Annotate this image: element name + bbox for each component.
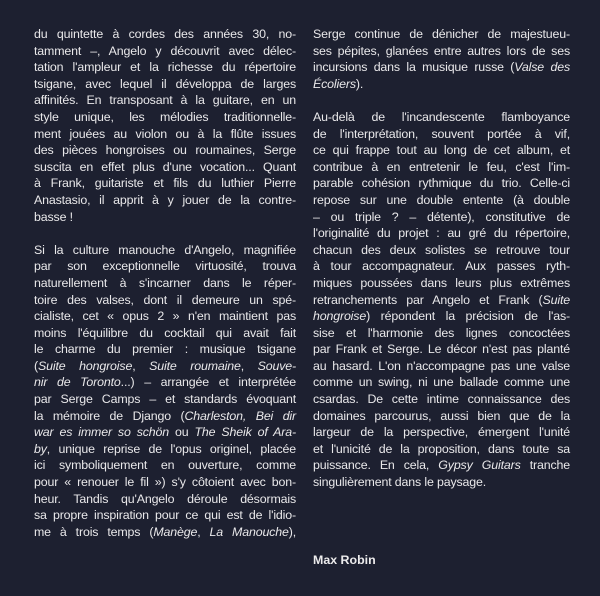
text-line: hongroise) répondent la précision de l'as- bbox=[313, 309, 570, 324]
text-line: la mémoire de Django (Charleston, Bei dir bbox=[34, 408, 297, 423]
text-line: parable cohésion rythmique du trio. Celle-ci bbox=[313, 176, 570, 191]
text-line: Anastasio, il apprit à y jouer de la contre- bbox=[34, 192, 296, 207]
text-line: ce qui frappe tout au long de cet album, et bbox=[313, 143, 570, 158]
text-line: et l'unicité de la proposition, dans toute sa bbox=[313, 441, 570, 456]
text-line: war es immer so schön ou The Sheik of Ara- bbox=[34, 425, 296, 440]
text-line: cialiste, cet « opus 2 » n'en maintient pas bbox=[34, 309, 296, 324]
text-line: (Suite hongroise, Suite roumaine, Souve- bbox=[34, 358, 297, 373]
text-line: tamment –, Angelo y découvrit avec délec- bbox=[34, 43, 296, 58]
text-line: csardas. De cette intime connaissance des bbox=[313, 392, 570, 407]
paragraph-right-2 bbox=[313, 109, 570, 491]
text-line: chacun des deux solistes se retrouve tour bbox=[313, 242, 570, 257]
author-signature: Max Robin bbox=[313, 553, 376, 567]
text-line: par son exceptionnelle virtuosité, trouva bbox=[34, 259, 296, 274]
text-line: ici symboliquement en ouverture, comme bbox=[34, 458, 296, 473]
text-line: Si la culture manouche d'Angelo, magnifiée bbox=[34, 242, 296, 257]
text-line: by, unique reprise de l'opus originel, placée bbox=[34, 441, 296, 456]
text-line: nir de Toronto...) – arrangée et interprétée bbox=[34, 375, 296, 390]
text-line: ses pépites, glanées entre autres lors de ses bbox=[313, 43, 570, 58]
text-line: repose sur une double entente (à double bbox=[313, 192, 570, 207]
paragraph-left-1 bbox=[34, 26, 296, 225]
text-line: largeur de la perspective, émergent l'unité bbox=[313, 425, 570, 440]
text-line: puissance. En cela, Gypsy Guitars tranche bbox=[313, 458, 570, 473]
text-line: Écoliers). bbox=[313, 76, 364, 91]
text-line: naturellement à s'incarner dans le réper- bbox=[34, 275, 296, 290]
text-line: tsigane, avec lequel il développa de larges bbox=[34, 76, 296, 91]
text-line: domaines parcourus, aussi bien que de la bbox=[313, 408, 570, 423]
paragraph-left-2 bbox=[34, 242, 296, 541]
text-line: des pièces hongroises ou roumaines, Serge bbox=[34, 143, 296, 158]
text-line: moins l'équilibre du cocktail qui avait fait bbox=[34, 325, 296, 340]
text-line: sa propre inspiration pour ce qui est de l'idio- bbox=[34, 508, 296, 523]
text-line: l'originalité du projet : au gré du répertoire, bbox=[313, 226, 570, 241]
text-line: affinités. En transposant à la guitare, en un bbox=[34, 93, 296, 108]
text-line: tation l'ampleur et la richesse du répertoire bbox=[34, 60, 296, 75]
text-line: incursions dans la musique russe (Valse des bbox=[313, 60, 570, 75]
text-line: sise et l'harmonie des lignes concoctées bbox=[313, 325, 570, 340]
right-column bbox=[313, 26, 570, 491]
left-column bbox=[34, 26, 296, 540]
text-line: pour « renouer le fil ») s'y côtoient avec bon- bbox=[34, 475, 296, 490]
text-line: toire des valses, dont il demeure un spé- bbox=[34, 292, 296, 307]
text-line: – ou triple ? – détente), constitutive de bbox=[313, 209, 570, 224]
text-line: Au-delà de l'incandescente flamboyance bbox=[313, 109, 570, 124]
text-line: me à trois temps (Manège, La Manouche), bbox=[34, 524, 296, 539]
text-line: le charme du premier : musique tsigane bbox=[34, 342, 296, 357]
text-line: Serge continue de dénicher de majestueu- bbox=[313, 27, 570, 41]
text-line: ment jouées au violon ou à la flûte issues bbox=[34, 126, 296, 141]
text-line: style unique, les mélodies traditionnelle- bbox=[34, 109, 296, 124]
text-line: par Frank et Serge. Le décor n'est pas planté bbox=[313, 342, 570, 357]
text-line: au hasard. L'on n'accompagne pas une valse bbox=[313, 358, 570, 373]
text-line: retranchements par Angelo et Frank (Suite bbox=[313, 292, 570, 307]
text-line: à Frank, guitariste et fils du luthier Pierre bbox=[34, 176, 296, 191]
text-line: de l'interprétation, souvent portée à vif, bbox=[313, 126, 570, 141]
text-line: heur. Tandis qu'Angelo déroule désormais bbox=[34, 491, 296, 506]
text-line: suscita en effet plus d'une vocation... Quant bbox=[34, 159, 296, 174]
text-line: à tour accompagnateur. Aux passes ryth- bbox=[313, 259, 570, 274]
text-line: par Serge Camps – et standards évoquant bbox=[34, 392, 296, 407]
text-line: contribue à en entretenir le feu, c'est l'im- bbox=[313, 159, 570, 174]
text-line: comme un swing, ni une ballade comme une bbox=[313, 375, 570, 390]
paragraph-right-1 bbox=[313, 26, 570, 92]
text-line: singulièrement dans le paysage. bbox=[313, 475, 487, 490]
text-line: du quintette à cordes des années 30, no- bbox=[34, 27, 296, 41]
text-line: basse ! bbox=[34, 209, 73, 224]
text-line: miques poussées dans leurs plus extrêmes bbox=[313, 275, 570, 290]
